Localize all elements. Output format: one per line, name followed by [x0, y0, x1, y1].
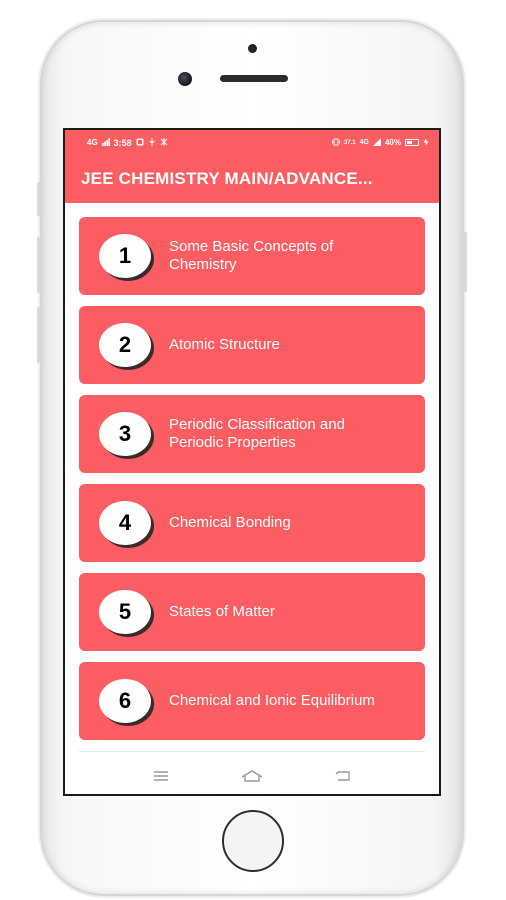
list-divider — [79, 751, 425, 752]
chapter-number-badge — [99, 323, 151, 367]
usb-icon — [148, 138, 156, 148]
chapter-number: 2 — [118, 332, 132, 357]
chapter-list — [65, 203, 439, 740]
chapter-number: 4 — [118, 510, 132, 535]
signal-label: 4G — [87, 137, 98, 147]
chapter-card-1[interactable] — [79, 217, 425, 295]
chapter-number: 3 — [118, 421, 132, 446]
charging-icon — [423, 138, 429, 148]
network-speed: 37.1 — [343, 139, 356, 146]
chapter-number-badge — [99, 234, 151, 278]
chapter-title: Atomic Structure — [169, 336, 280, 353]
chapter-title: Chemical Bonding — [169, 514, 291, 531]
chapter-number-badge — [99, 412, 151, 456]
vibrate-icon — [332, 138, 340, 148]
chapter-title: States of Matter — [169, 603, 275, 620]
back-icon[interactable] — [331, 766, 355, 786]
chapter-title: Some Basic Concepts of Chemistry — [169, 238, 334, 273]
volume-up-button — [37, 237, 41, 293]
chapter-number: 6 — [118, 688, 132, 713]
chapter-number-badge — [99, 679, 151, 723]
chapter-card-5[interactable] — [79, 573, 425, 651]
chapter-card-6[interactable] — [79, 662, 425, 740]
chapter-title: Chemical and Ionic Equilibrium — [169, 692, 375, 709]
proximity-sensor — [248, 44, 257, 53]
home-icon[interactable] — [240, 766, 264, 786]
status-bar-right — [332, 138, 429, 148]
front-camera — [178, 72, 192, 86]
menu-icon[interactable] — [149, 766, 173, 786]
app-bar — [65, 155, 439, 203]
power-button — [463, 232, 467, 292]
status-time: 3:58 — [113, 137, 132, 148]
notification-icon — [136, 138, 144, 148]
volume-down-button — [37, 307, 41, 363]
chapter-number-badge — [99, 590, 151, 634]
signal-strength-icon — [373, 138, 381, 148]
chapter-title: Periodic Classification and Periodic Properties — [169, 416, 345, 451]
chapter-number-badge — [99, 501, 151, 545]
app-title: JEE CHEMISTRY MAIN/ADVANCE... — [81, 169, 373, 188]
chapter-card-3[interactable] — [79, 395, 425, 473]
phone-screen — [63, 128, 441, 796]
chapter-card-2[interactable] — [79, 306, 425, 384]
signal-bars-icon — [102, 138, 110, 148]
battery-percent: 40% — [384, 137, 401, 147]
location-icon — [160, 138, 168, 148]
status-bar — [65, 130, 439, 155]
battery-icon — [405, 139, 419, 146]
chapter-number: 5 — [118, 599, 132, 624]
status-bar-left — [87, 138, 168, 148]
chapter-number: 1 — [118, 243, 132, 268]
android-nav-bar — [65, 758, 439, 794]
home-button[interactable] — [222, 810, 284, 872]
network-type: 4G — [359, 138, 369, 146]
mute-switch — [37, 182, 41, 216]
earpiece-speaker — [220, 75, 288, 82]
chapter-card-4[interactable] — [79, 484, 425, 562]
